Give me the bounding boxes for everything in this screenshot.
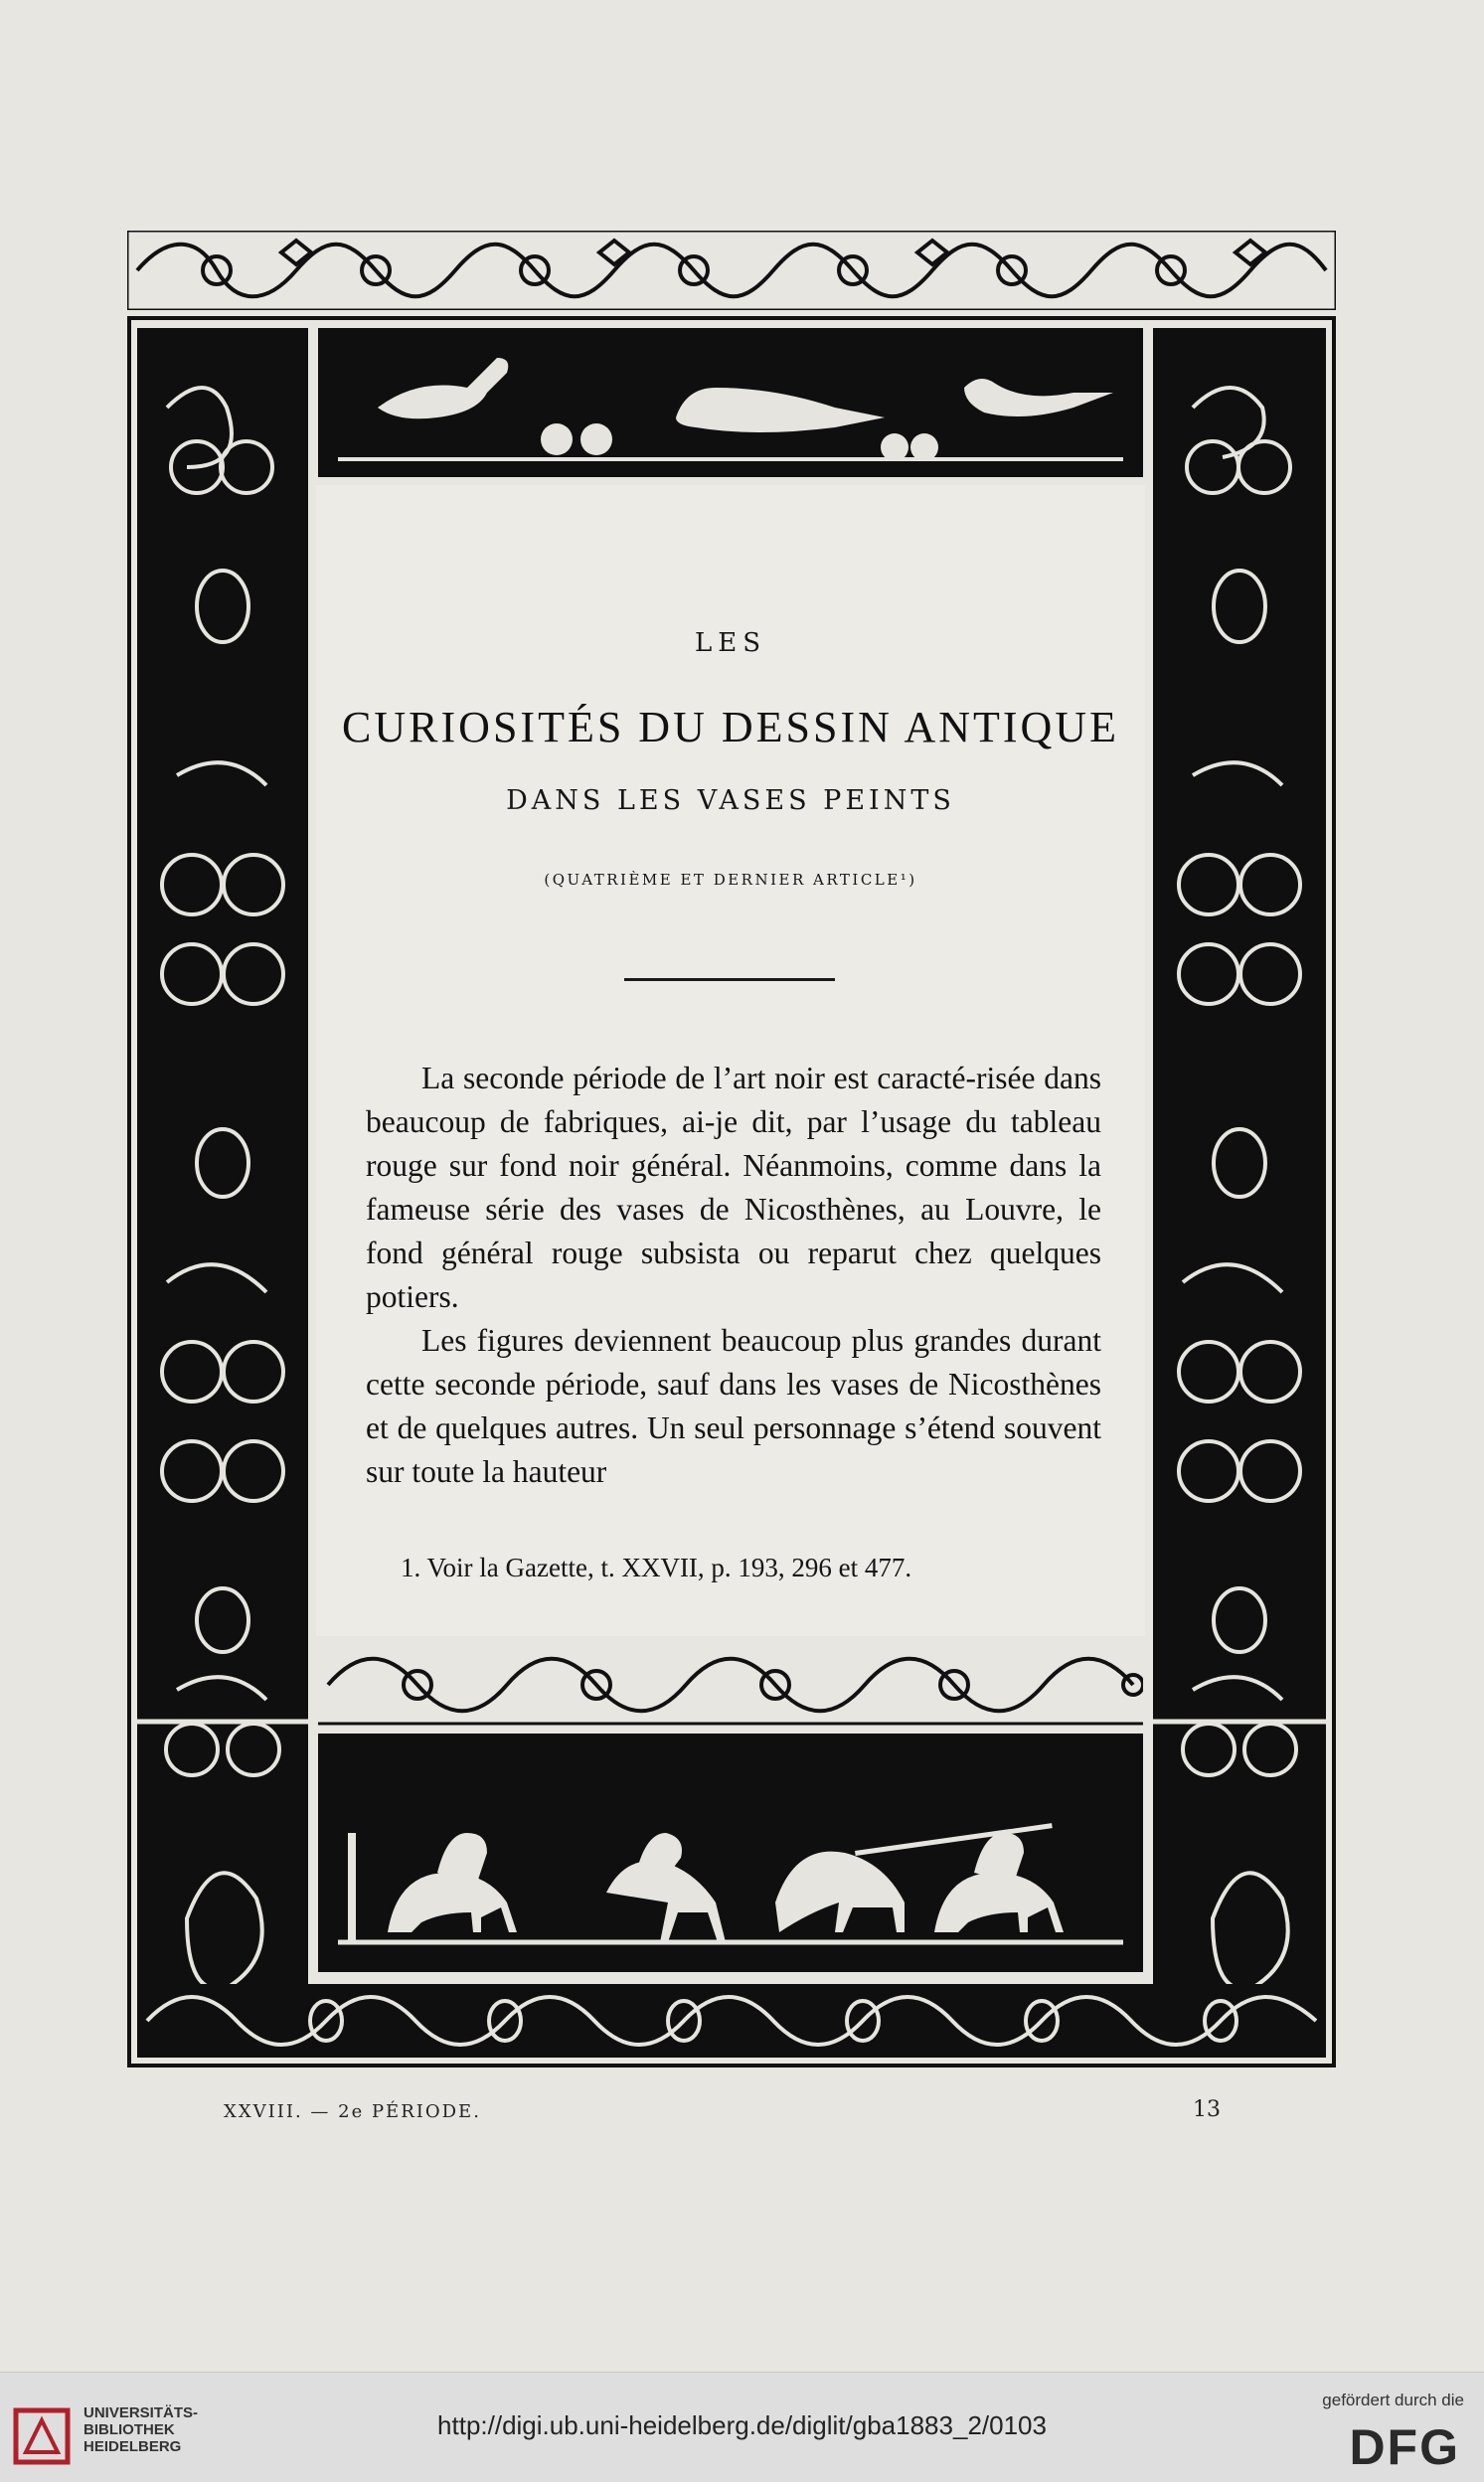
footnote: 1. Voir la Gazette, t. XXVII, p. 193, 296 et 477. <box>401 1553 912 1582</box>
digitization-footer <box>0 2372 1484 2482</box>
library-name: UNIVERSITÄTS- BIBLIOTHEK HEIDELBERG <box>83 2404 199 2455</box>
dfg-logo: DFG <box>1349 2419 1460 2475</box>
title-divider-rule <box>624 978 835 981</box>
article-kicker: LES <box>694 628 767 658</box>
paragraph-2: Les figures deviennent beaucoup plus grandes durant cette seconde période, sauf dans les vases de Nicosthènes et de quelques autres. Un seul personnage s’étend souvent sur toute la hauteur <box>366 1323 1101 1489</box>
paragraph-1: La seconde période de l’art noir est caracté-risée dans beaucoup de fabriques, ai-je dit, par l’usage du tableau rouge sur fond noir général. Néanmoins, comme dans la fameuse série des vases de Nicosthènes, au Louvre, le fond général rouge subsista ou reparut chez quelques potiers. <box>366 1061 1101 1314</box>
left-ornament-column <box>137 328 308 2058</box>
permalink-url[interactable]: http://digi.ub.uni-heidelberg.de/diglit/gba1883_2/0103 <box>437 2410 1047 2440</box>
article-note: (QUATRIÈME ET DERNIER ARTICLE¹) <box>544 871 917 889</box>
bottom-centaurs-panel <box>318 1734 1143 1972</box>
top-birds-panel <box>318 328 1143 477</box>
lower-ornamental-frieze <box>318 1640 1143 1726</box>
page-number: 13 <box>1193 2097 1221 2122</box>
right-ornament-column <box>1153 328 1326 2058</box>
top-ornamental-frieze <box>127 231 1336 310</box>
article-subtitle: DANS LES VASES PEINTS <box>506 785 955 816</box>
article-title: CURIOSITÉS DU DESSIN ANTIQUE <box>342 703 1119 751</box>
text-area <box>316 485 1145 1636</box>
running-head-volume: XXVIII. — 2e PÉRIODE. <box>224 2101 481 2122</box>
funding-caption: gefördert durch die <box>1322 2391 1464 2409</box>
article-body <box>366 1057 1101 1494</box>
bottom-mask-strip <box>137 1984 1326 2058</box>
